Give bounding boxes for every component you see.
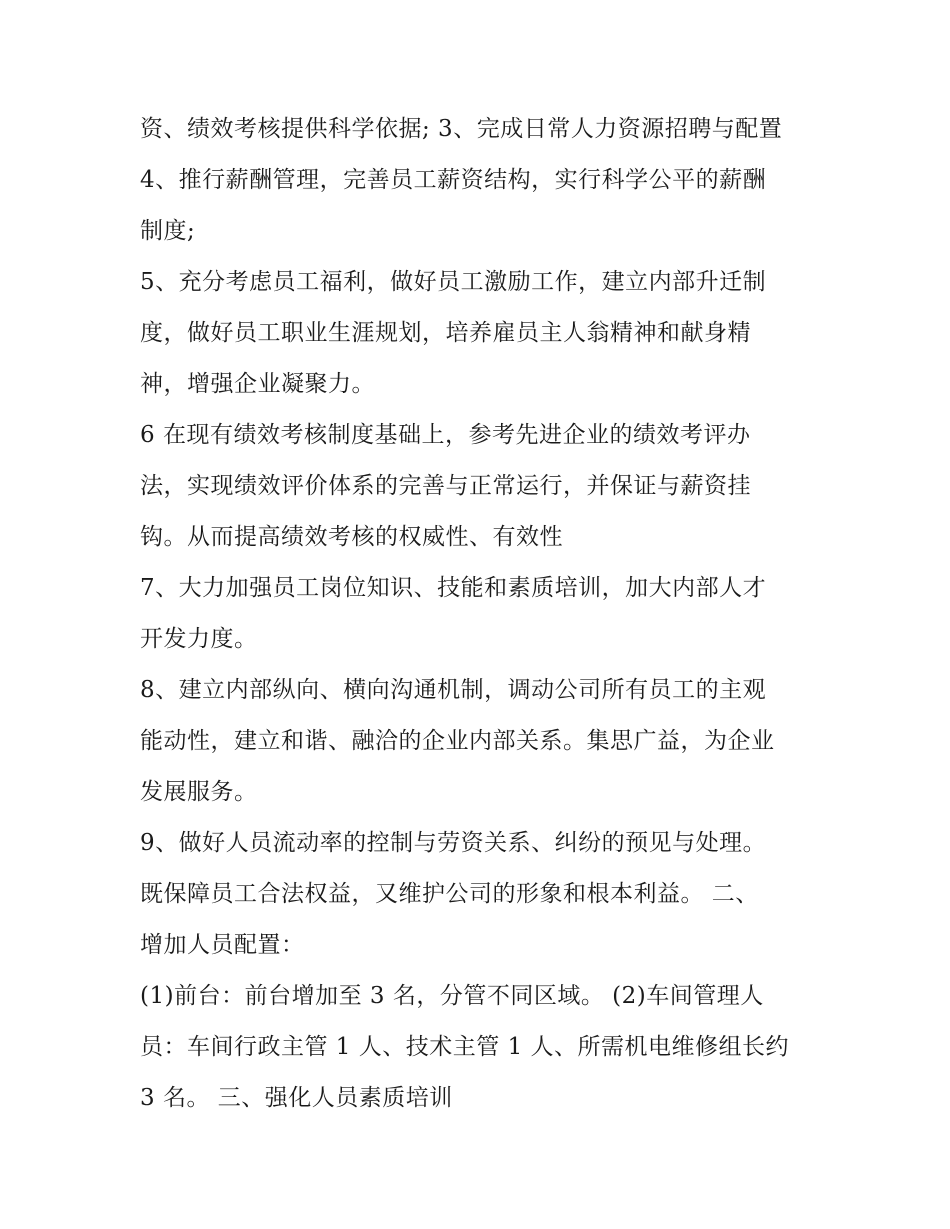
text-line: 发展服务。	[140, 779, 258, 805]
text-line: 法，实现绩效评价体系的完善与正常运行，并保证与薪资挂	[140, 473, 751, 499]
text-line: 5、充分考虑员工福利，做好员工激励工作，建立内部升迁制	[140, 269, 767, 295]
text-line: 员：车间行政主管 1 人、技术主管 1 人、所需机电维修组长约	[140, 1034, 790, 1060]
text-line: 8、建立内部纵向、横向沟通机制，调动公司所有员工的主观	[140, 677, 767, 703]
text-line: 9、做好人员流动率的控制与劳资关系、纠纷的预见与处理。	[140, 830, 767, 856]
text-line: 制度;	[140, 218, 196, 244]
text-line: 资、绩效考核提供科学依据; 3、完成日常人力资源招聘与配置	[140, 116, 783, 142]
text-line: 开发力度。	[140, 626, 258, 652]
text-line: 7、大力加强员工岗位知识、技能和素质培训，加大内部人才	[140, 575, 767, 601]
text-line: 度，做好员工职业生涯规划，培养雇员主人翁精神和献身精	[140, 320, 751, 346]
text-line: 6 在现有绩效考核制度基础上，参考先进企业的绩效考评办	[140, 422, 751, 448]
text-line: 增加人员配置：	[140, 932, 305, 958]
text-line: 既保障员工合法权益，又维护公司的形象和根本利益。 二、	[140, 881, 759, 907]
text-line: (1)前台：前台增加至 3 名，分管不同区域。 (2)车间管理人	[140, 983, 764, 1009]
text-line: 能动性，建立和谐、融洽的企业内部关系。集思广益，为企业	[140, 728, 775, 754]
text-line: 4、推行薪酬管理，完善员工薪资结构，实行科学公平的薪酬	[140, 167, 767, 193]
text-line: 神，增强企业凝聚力。	[140, 371, 375, 397]
text-line: 3 名。 三、强化人员素质培训	[140, 1085, 453, 1111]
text-line: 钩。从而提高绩效考核的权威性、有效性	[140, 524, 563, 550]
document-body	[140, 104, 820, 1124]
